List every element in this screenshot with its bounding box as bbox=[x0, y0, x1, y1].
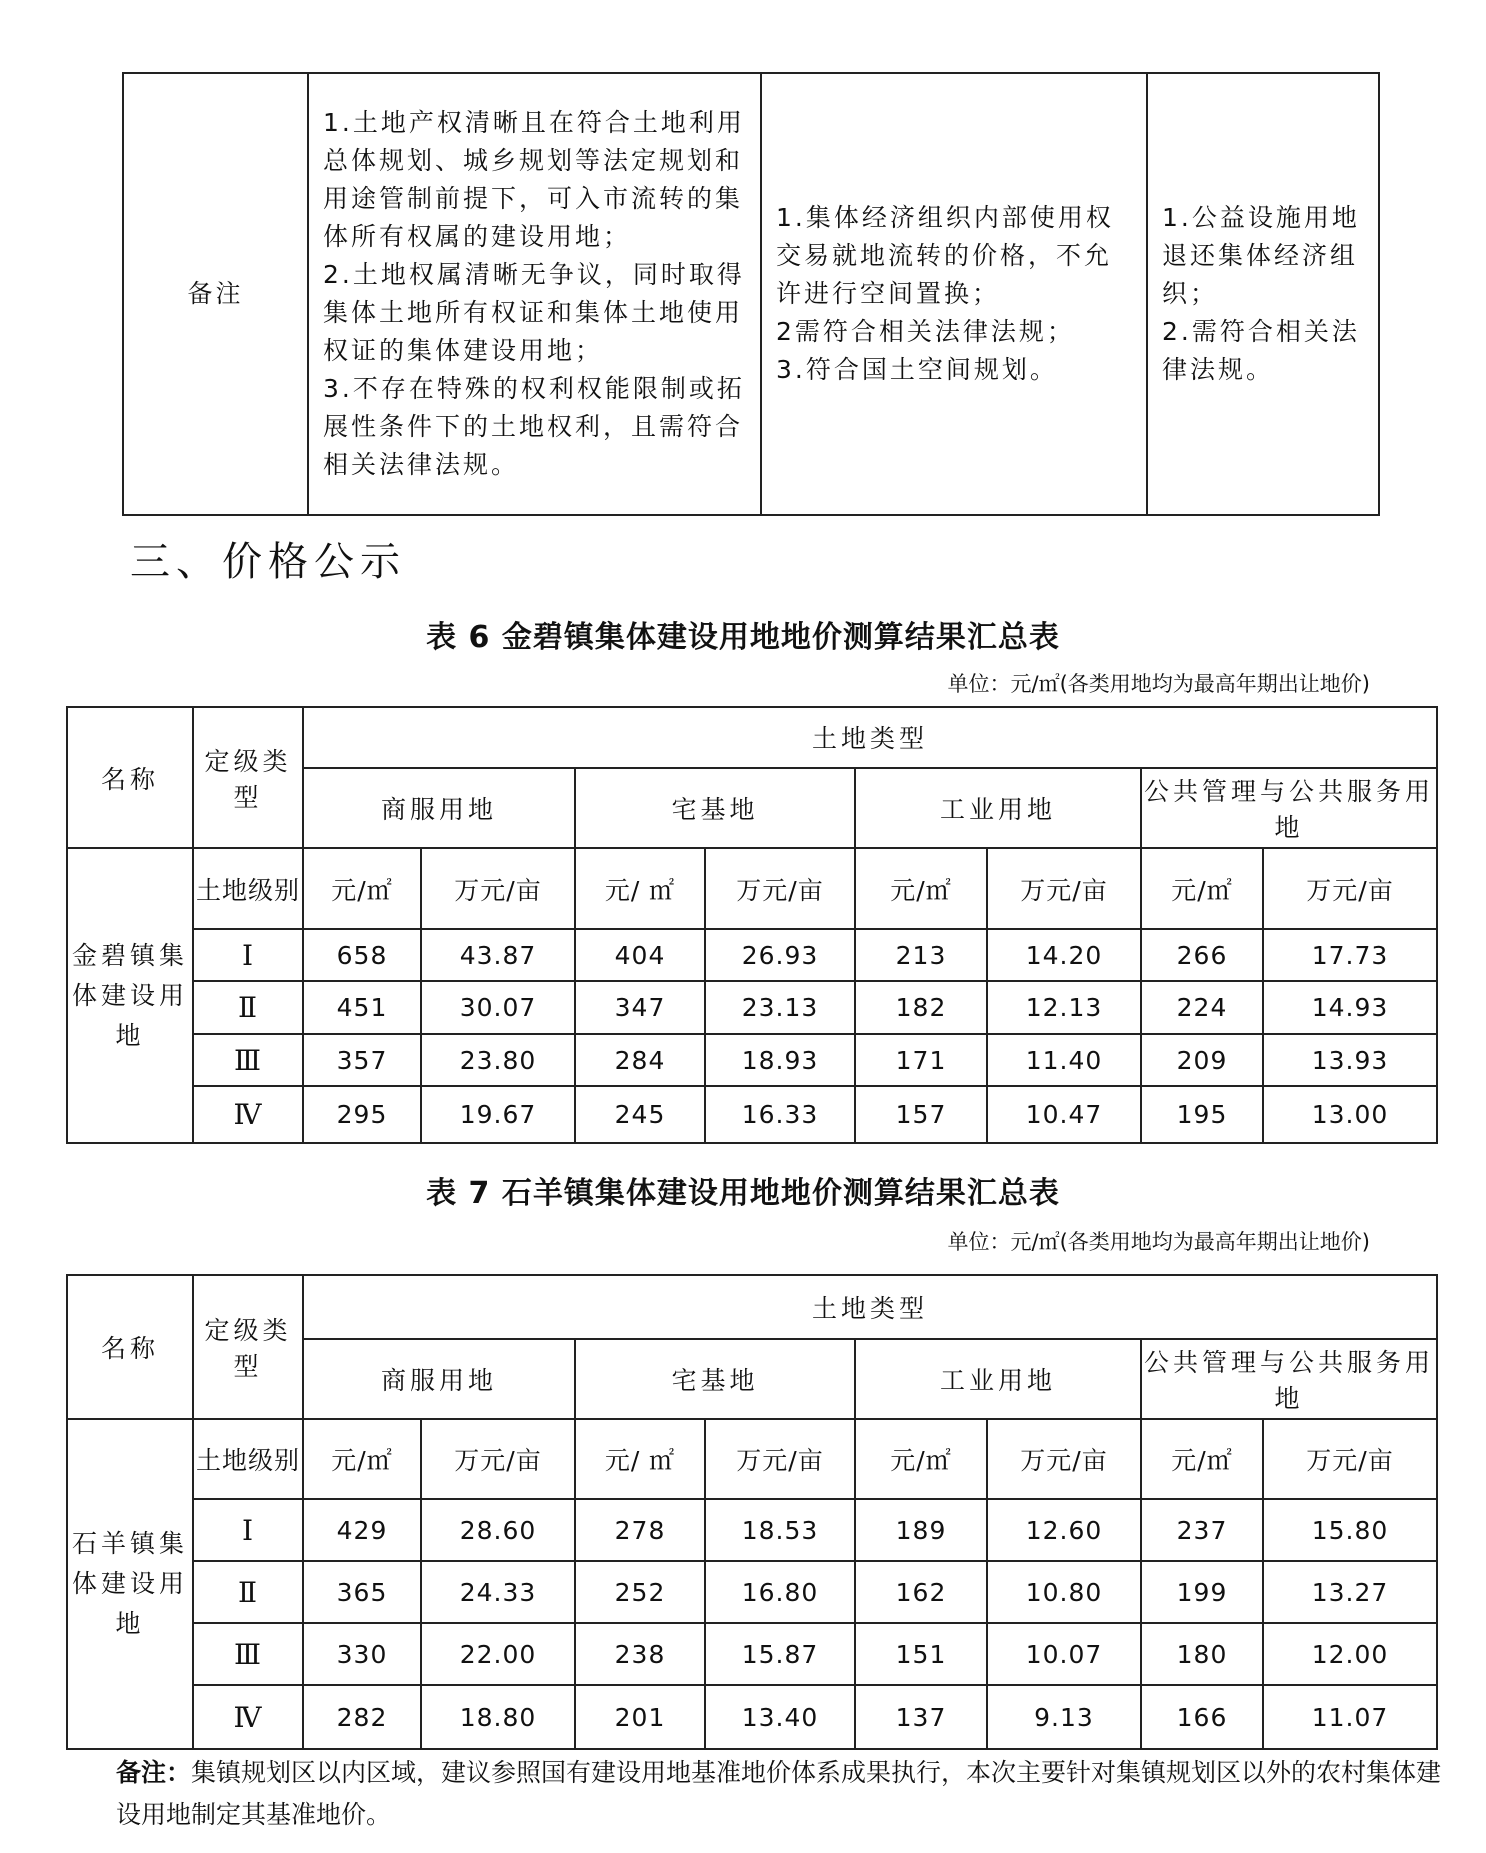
value-cell: 10.07 bbox=[987, 1623, 1141, 1685]
value-cell: 180 bbox=[1141, 1623, 1263, 1685]
value-cell: 429 bbox=[303, 1499, 421, 1561]
value-cell: 9.13 bbox=[987, 1685, 1141, 1749]
unit-cell: 万元/亩 bbox=[705, 848, 855, 929]
value-cell: 11.07 bbox=[1263, 1685, 1437, 1749]
level-cell: Ⅰ bbox=[193, 929, 303, 981]
value-cell: 13.40 bbox=[705, 1685, 855, 1749]
remarks-col1-item: 1.土地产权清晰且在符合土地利用总体规划、城乡规划等法定规划和用途管制前提下，可入市流转的集体所有权属的建设用地； bbox=[323, 108, 745, 251]
value-cell: 224 bbox=[1141, 981, 1263, 1033]
industrial-header: 工业用地 bbox=[855, 1339, 1141, 1419]
table-7-unit-note: 单位：元/㎡(各类用地均为最高年期出让地价) bbox=[947, 1230, 1370, 1254]
unit-cell: 元/㎡ bbox=[1141, 848, 1263, 929]
value-cell: 357 bbox=[303, 1034, 421, 1086]
value-cell: 213 bbox=[855, 929, 987, 981]
grade-type-header: 定级类型 bbox=[193, 707, 303, 848]
value-cell: 162 bbox=[855, 1561, 987, 1623]
unit-cell: 元/㎡ bbox=[855, 848, 987, 929]
unit-cell: 万元/亩 bbox=[1263, 1419, 1437, 1499]
unit-cell: 元/㎡ bbox=[303, 848, 421, 929]
value-cell: 151 bbox=[855, 1623, 987, 1685]
level-cell: Ⅲ bbox=[193, 1623, 303, 1685]
value-cell: 16.80 bbox=[705, 1561, 855, 1623]
unit-cell: 元/㎡ bbox=[303, 1419, 421, 1499]
value-cell: 451 bbox=[303, 981, 421, 1033]
value-cell: 137 bbox=[855, 1685, 987, 1749]
value-cell: 166 bbox=[1141, 1685, 1263, 1749]
value-cell: 12.60 bbox=[987, 1499, 1141, 1561]
value-cell: 18.93 bbox=[705, 1034, 855, 1086]
remarks-col1 bbox=[308, 73, 761, 515]
value-cell: 14.93 bbox=[1263, 981, 1437, 1033]
price-table-7 bbox=[66, 1274, 1438, 1750]
value-cell: 278 bbox=[575, 1499, 705, 1561]
commercial-header: 商服用地 bbox=[303, 1339, 575, 1419]
value-cell: 23.80 bbox=[421, 1034, 575, 1086]
value-cell: 12.00 bbox=[1263, 1623, 1437, 1685]
unit-cell: 万元/亩 bbox=[987, 1419, 1141, 1499]
remarks-label: 备注 bbox=[123, 73, 308, 515]
value-cell: 266 bbox=[1141, 929, 1263, 981]
value-cell: 22.00 bbox=[421, 1623, 575, 1685]
value-cell: 209 bbox=[1141, 1034, 1263, 1086]
remarks-col2 bbox=[761, 73, 1147, 515]
level-cell: Ⅰ bbox=[193, 1499, 303, 1561]
table-6-unit-note: 单位：元/㎡(各类用地均为最高年期出让地价) bbox=[947, 672, 1370, 696]
level-cell: Ⅱ bbox=[193, 1561, 303, 1623]
footer-note-label: 备注： bbox=[116, 1758, 192, 1787]
value-cell: 16.33 bbox=[705, 1086, 855, 1143]
value-cell: 12.13 bbox=[987, 981, 1141, 1033]
land-type-header: 土地类型 bbox=[303, 707, 1437, 768]
level-cell: Ⅲ bbox=[193, 1034, 303, 1086]
remarks-col2-item: 2需符合相关法律法规； bbox=[776, 317, 1075, 346]
value-cell: 24.33 bbox=[421, 1561, 575, 1623]
land-level-header: 土地级别 bbox=[193, 1419, 303, 1499]
remarks-col3-item: 1.公益设施用地退还集体经济组织； bbox=[1162, 203, 1360, 308]
table-7-title: 表 7 石羊镇集体建设用地地价测算结果汇总表 bbox=[426, 1176, 1060, 1211]
value-cell: 201 bbox=[575, 1685, 705, 1749]
value-cell: 18.53 bbox=[705, 1499, 855, 1561]
price-table-6 bbox=[66, 706, 1438, 1144]
value-cell: 43.87 bbox=[421, 929, 575, 981]
value-cell: 13.27 bbox=[1263, 1561, 1437, 1623]
value-cell: 23.13 bbox=[705, 981, 855, 1033]
table-row bbox=[67, 929, 1437, 981]
value-cell: 19.67 bbox=[421, 1086, 575, 1143]
remarks-col3-item: 2.需符合相关法律法规。 bbox=[1162, 317, 1360, 384]
public-header: 公共管理与公共服务用地 bbox=[1141, 768, 1437, 849]
unit-row bbox=[67, 1419, 1437, 1499]
remarks-col2-item: 3.符合国土空间规划。 bbox=[776, 355, 1058, 384]
value-cell: 282 bbox=[303, 1685, 421, 1749]
value-cell: 171 bbox=[855, 1034, 987, 1086]
footer-note-text: 集镇规划区以内区域，建议参照国有建设用地基准地价体系成果执行，本次主要针对集镇规划区以外的农村集体建设用地制定其基准地价。 bbox=[116, 1758, 1442, 1829]
public-header: 公共管理与公共服务用地 bbox=[1141, 1339, 1437, 1419]
table-row bbox=[67, 1685, 1437, 1749]
value-cell: 182 bbox=[855, 981, 987, 1033]
value-cell: 28.60 bbox=[421, 1499, 575, 1561]
value-cell: 26.93 bbox=[705, 929, 855, 981]
value-cell: 195 bbox=[1141, 1086, 1263, 1143]
unit-cell: 万元/亩 bbox=[421, 848, 575, 929]
value-cell: 365 bbox=[303, 1561, 421, 1623]
header-row bbox=[67, 707, 1437, 768]
value-cell: 157 bbox=[855, 1086, 987, 1143]
remarks-col3 bbox=[1147, 73, 1379, 515]
value-cell: 658 bbox=[303, 929, 421, 981]
table-6-title: 表 6 金碧镇集体建设用地地价测算结果汇总表 bbox=[426, 620, 1060, 655]
value-cell: 347 bbox=[575, 981, 705, 1033]
value-cell: 295 bbox=[303, 1086, 421, 1143]
name-header: 名称 bbox=[67, 1275, 193, 1419]
value-cell: 237 bbox=[1141, 1499, 1263, 1561]
level-cell: Ⅱ bbox=[193, 981, 303, 1033]
value-cell: 10.47 bbox=[987, 1086, 1141, 1143]
unit-cell: 元/㎡ bbox=[1141, 1419, 1263, 1499]
remarks-col2-item: 1.集体经济组织内部使用权交易就地流转的价格，不允许进行空间置换； bbox=[776, 203, 1114, 308]
industrial-header: 工业用地 bbox=[855, 768, 1141, 849]
unit-cell: 元/ ㎡ bbox=[575, 848, 705, 929]
grade-type-header: 定级类型 bbox=[193, 1275, 303, 1419]
value-cell: 330 bbox=[303, 1623, 421, 1685]
unit-cell: 万元/亩 bbox=[421, 1419, 575, 1499]
unit-cell: 万元/亩 bbox=[705, 1419, 855, 1499]
value-cell: 10.80 bbox=[987, 1561, 1141, 1623]
level-cell: Ⅳ bbox=[193, 1086, 303, 1143]
value-cell: 284 bbox=[575, 1034, 705, 1086]
value-cell: 15.80 bbox=[1263, 1499, 1437, 1561]
table-row bbox=[67, 1499, 1437, 1561]
value-cell: 238 bbox=[575, 1623, 705, 1685]
value-cell: 189 bbox=[855, 1499, 987, 1561]
land-level-header: 土地级别 bbox=[193, 848, 303, 929]
value-cell: 199 bbox=[1141, 1561, 1263, 1623]
value-cell: 13.00 bbox=[1263, 1086, 1437, 1143]
table-row bbox=[67, 1561, 1437, 1623]
value-cell: 17.73 bbox=[1263, 929, 1437, 981]
table-row bbox=[67, 1086, 1437, 1143]
table-row bbox=[67, 1034, 1437, 1086]
value-cell: 11.40 bbox=[987, 1034, 1141, 1086]
footer-note bbox=[116, 1752, 1446, 1836]
header-row bbox=[67, 1275, 1437, 1339]
unit-cell: 元/㎡ bbox=[855, 1419, 987, 1499]
remarks-row bbox=[123, 73, 1379, 515]
unit-cell: 万元/亩 bbox=[1263, 848, 1437, 929]
remarks-col1-item: 2.土地权属清晰无争议，同时取得集体土地所有权证和集体土地使用权证的集体建设用地； bbox=[323, 260, 745, 365]
section-heading: 三、价格公示 bbox=[130, 539, 406, 585]
remarks-table bbox=[122, 72, 1380, 516]
commercial-header: 商服用地 bbox=[303, 768, 575, 849]
level-cell: Ⅳ bbox=[193, 1685, 303, 1749]
value-cell: 404 bbox=[575, 929, 705, 981]
value-cell: 13.93 bbox=[1263, 1034, 1437, 1086]
unit-cell: 元/ ㎡ bbox=[575, 1419, 705, 1499]
unit-row bbox=[67, 848, 1437, 929]
value-cell: 245 bbox=[575, 1086, 705, 1143]
town-name-cell: 金碧镇集体建设用地 bbox=[67, 848, 193, 1143]
value-cell: 15.87 bbox=[705, 1623, 855, 1685]
table-row bbox=[67, 981, 1437, 1033]
value-cell: 30.07 bbox=[421, 981, 575, 1033]
table-row bbox=[67, 1623, 1437, 1685]
homestead-header: 宅基地 bbox=[575, 768, 855, 849]
value-cell: 252 bbox=[575, 1561, 705, 1623]
value-cell: 14.20 bbox=[987, 929, 1141, 981]
unit-cell: 万元/亩 bbox=[987, 848, 1141, 929]
remarks-col1-item: 3.不存在特殊的权利权能限制或拓展性条件下的土地权利，且需符合相关法律法规。 bbox=[323, 374, 745, 479]
value-cell: 18.80 bbox=[421, 1685, 575, 1749]
name-header: 名称 bbox=[67, 707, 193, 848]
town-name-cell: 石羊镇集体建设用地 bbox=[67, 1419, 193, 1749]
homestead-header: 宅基地 bbox=[575, 1339, 855, 1419]
land-type-header: 土地类型 bbox=[303, 1275, 1437, 1339]
